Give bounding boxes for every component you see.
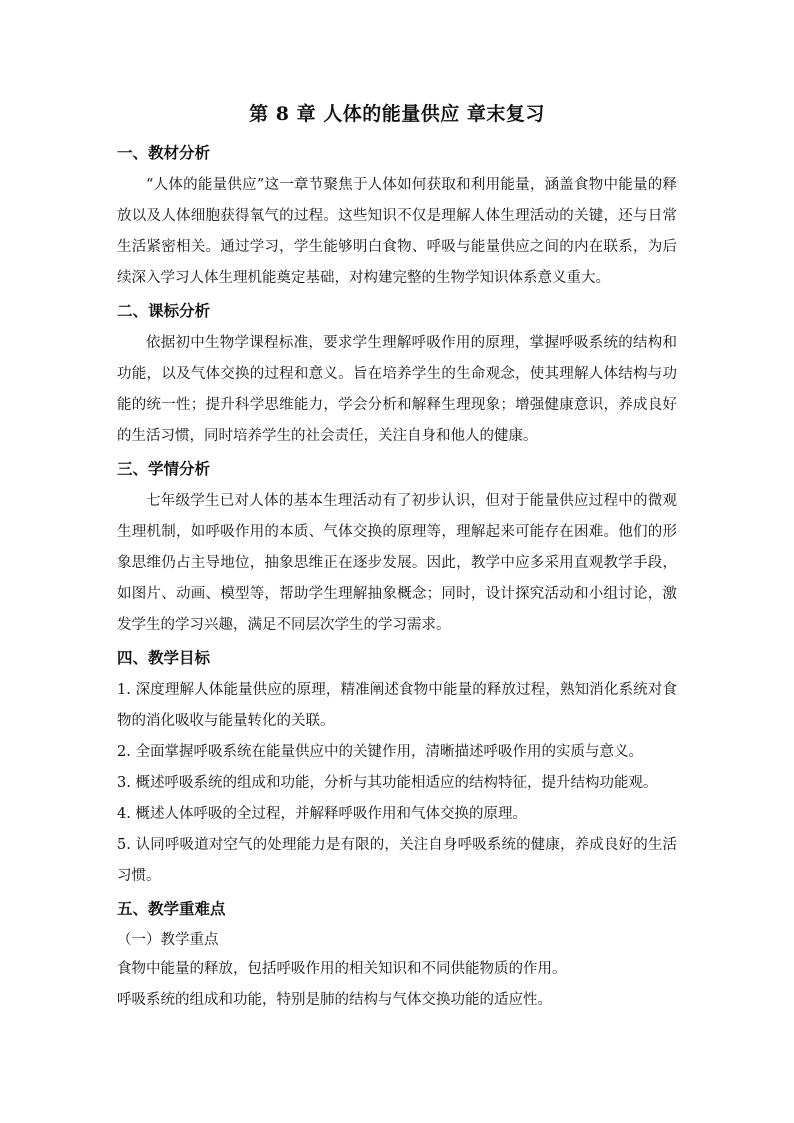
goal-item: 3. 概述呼吸系统的组成和功能，分析与其功能相适应的结构特征，提升结构功能观。 [117,775,658,791]
section-textbook-analysis [117,140,677,294]
paragraph: 七年级学生已对人体的基本生理活动有了初步认识，但对于能量供应过程中的微观生理机制，如呼吸作用的本质、气体交换的原理等，理解起来可能存在困难。他们的形象思维仍占主导地位，抽象思维正在逐步发展。因此，教学中应多采用直观教学手段，如图片、动画、模型等，帮助学生理解抽象概念；同时，设计探究活动和小组讨论，激发学生的学习兴趣，满足不同层次学生的学习需求。 [117,493,677,633]
section-key-points [117,896,677,1016]
section-heading: 三、学情分析 [117,459,211,478]
document-page [117,100,677,1020]
section-teaching-goals [117,645,677,892]
goal-item: 4. 概述人体呼吸的全过程，并解释呼吸作用和气体交换的原理。 [117,806,527,822]
section-heading: 一、教材分析 [117,143,211,162]
section-curriculum-analysis [117,298,677,452]
paragraph: 依据初中生物学课程标准，要求学生理解呼吸作用的原理，掌握呼吸系统的结构和功能，以及气体交换的过程和意义。旨在培养学生的生命观念，使其理解人体结构与功能的统一性；提升科学思维能力，学会分析和解释生理现象；增强健康意识，养成良好的生活习惯，同时培养学生的社会责任，关注自身和他人的健康。 [117,335,677,444]
section-heading: 二、课标分析 [117,301,211,320]
goal-item: 1. 深度理解人体能量供应的原理，精准阐述食物中能量的释放过程，熟知消化系统对食物的消化吸收与能量转化的关联。 [117,682,677,729]
section-heading: 五、教学重难点 [117,899,226,918]
section-student-analysis [117,456,677,641]
subheading: （一）教学重点 [117,932,219,948]
document-title: 第 8 章 人体的能量供应 章末复习 [249,103,545,125]
goal-item: 2. 全面掌握呼吸系统在能量供应中的关键作用，清晰描述呼吸作用的实质与意义。 [117,744,643,760]
section-heading: 四、教学目标 [117,648,211,667]
key-point-line: 食物中能量的释放，包括呼吸作用的相关知识和不同供能物质的作用。 [117,961,567,977]
paragraph: “人体的能量供应”这一章节聚焦于人体如何获取和利用能量，涵盖食物中能量的释放以及人体细胞获得氧气的过程。这些知识不仅是理解人体生理活动的关键，还与日常生活紧密相关。通过学习，学生能够明白食物、呼吸与能量供应之间的内在联系，为后续深入学习人体生理机能奠定基础，对构建完整的生物学知识体系意义重大。 [117,177,677,286]
key-point-line: 呼吸系统的组成和功能，特别是肺的结构与气体交换功能的适应性。 [117,992,552,1008]
goal-item: 5. 认同呼吸道对空气的处理能力是有限的，关注自身呼吸系统的健康，养成良好的生活习惯。 [117,837,677,884]
